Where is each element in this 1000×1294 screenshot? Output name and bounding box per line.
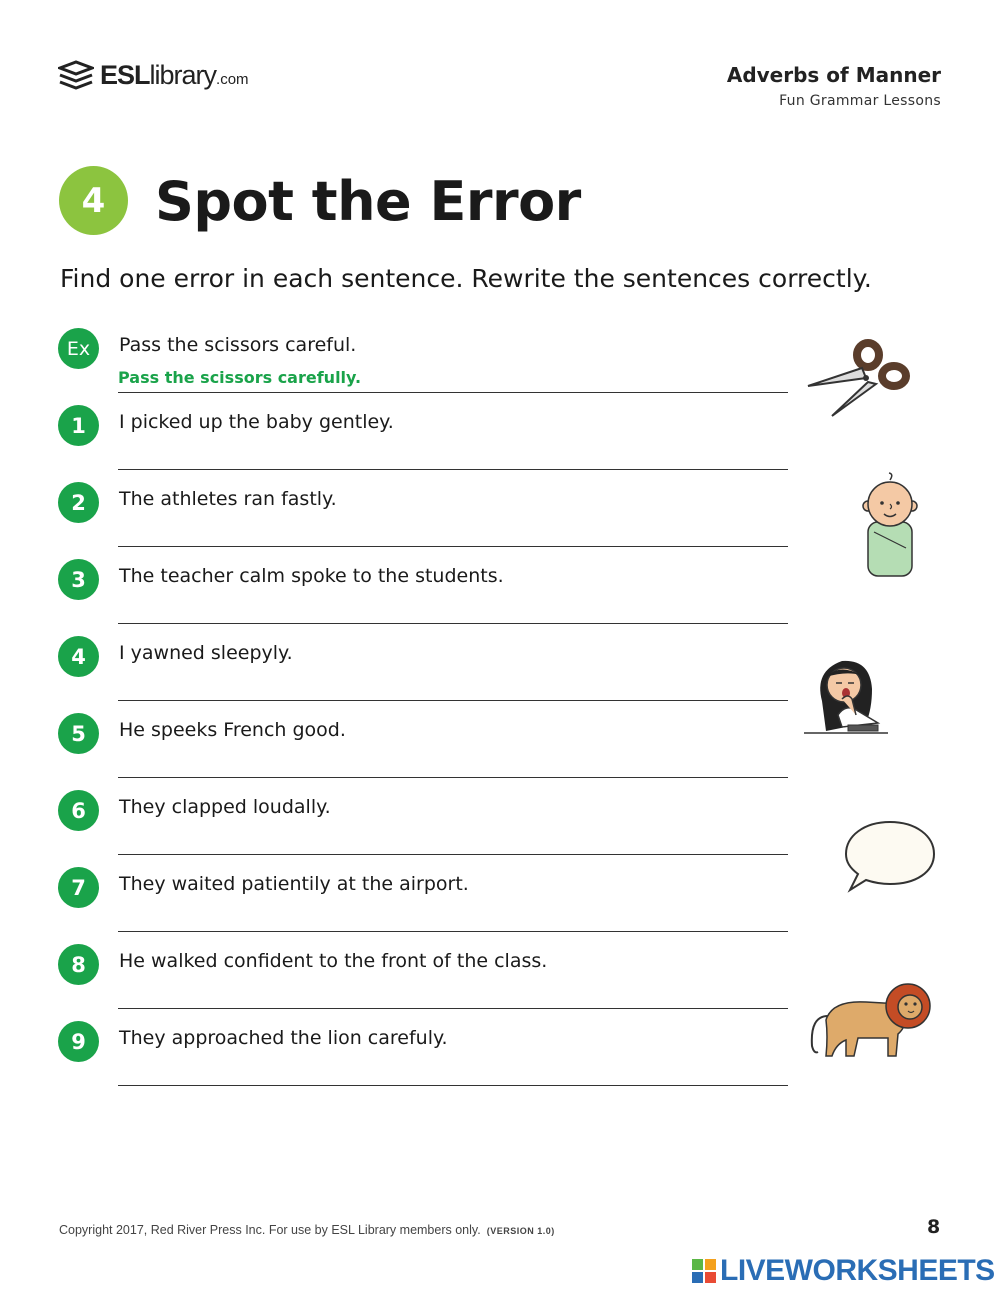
question-number: 5 bbox=[58, 713, 99, 754]
answer-line[interactable] bbox=[118, 777, 788, 778]
example-answer: Pass the scissors carefully. bbox=[118, 368, 362, 387]
answer-line[interactable] bbox=[118, 854, 788, 855]
question-item-9 bbox=[58, 1021, 798, 1098]
question-number: 6 bbox=[58, 790, 99, 831]
question-number: 9 bbox=[58, 1021, 99, 1062]
question-sentence: They waited patientily at the airport. bbox=[119, 873, 469, 895]
scissors-icon bbox=[804, 338, 914, 420]
answer-line[interactable] bbox=[118, 700, 788, 701]
question-sentence: They approached the lion carefuly. bbox=[119, 1027, 448, 1049]
answer-line[interactable] bbox=[118, 623, 788, 624]
yawning-woman-icon bbox=[802, 653, 890, 739]
question-item-6 bbox=[58, 790, 798, 867]
question-sentence: I yawned sleepyly. bbox=[119, 642, 293, 664]
lesson-subtitle: Fun Grammar Lessons bbox=[779, 93, 941, 109]
logo-text: ESLlibrary.com bbox=[100, 59, 249, 90]
example-sentence: Pass the scissors careful. bbox=[119, 334, 357, 356]
question-sentence: He speeks French good. bbox=[119, 719, 346, 741]
answer-line[interactable] bbox=[118, 931, 788, 932]
answer-line[interactable] bbox=[118, 1008, 788, 1009]
question-sentence: The athletes ran fastly. bbox=[119, 488, 337, 510]
copyright-footer: Copyright 2017, Red River Press Inc. For use by ESL Library members only. (VERSION 1.0) bbox=[59, 1223, 555, 1237]
question-number: 2 bbox=[58, 482, 99, 523]
question-item-4 bbox=[58, 636, 798, 713]
question-sentence: He walked confident to the front of the class. bbox=[119, 950, 548, 972]
page-number: 8 bbox=[927, 1216, 941, 1238]
question-number: 8 bbox=[58, 944, 99, 985]
question-item-5 bbox=[58, 713, 798, 790]
question-item-3 bbox=[58, 559, 798, 636]
question-item-7 bbox=[58, 867, 798, 944]
answer-line[interactable] bbox=[118, 469, 788, 470]
question-sentence: They clapped loudally. bbox=[119, 796, 331, 818]
question-number: 4 bbox=[58, 636, 99, 677]
answer-line[interactable] bbox=[118, 1085, 788, 1086]
question-item-2 bbox=[58, 482, 798, 559]
question-number: 7 bbox=[58, 867, 99, 908]
liveworksheets-watermark: LIVEWORKSHEETS bbox=[692, 1254, 995, 1288]
lesson-title: Adverbs of Manner bbox=[726, 63, 941, 87]
lesson-header bbox=[727, 63, 941, 109]
question-number: 1 bbox=[58, 405, 99, 446]
question-item-1 bbox=[58, 405, 798, 482]
speech-bubble-icon bbox=[842, 818, 938, 894]
baby-icon bbox=[860, 472, 920, 578]
question-number: 3 bbox=[58, 559, 99, 600]
question-sentence: The teacher calm spoke to the students. bbox=[119, 565, 504, 587]
example-badge: Ex bbox=[58, 328, 99, 369]
book-stack-icon bbox=[58, 58, 94, 92]
liveworksheets-logo-icon bbox=[692, 1259, 716, 1283]
lion-icon bbox=[808, 980, 932, 1060]
section-title: Spot the Error bbox=[155, 170, 581, 233]
answer-line bbox=[118, 392, 788, 393]
answer-line[interactable] bbox=[118, 546, 788, 547]
instructions: Find one error in each sentence. Rewrite the sentences correctly. bbox=[60, 264, 872, 293]
section-number-badge: 4 bbox=[59, 166, 128, 235]
example-item bbox=[58, 328, 798, 405]
esl-library-logo bbox=[58, 58, 249, 92]
question-sentence: I picked up the baby gentley. bbox=[119, 411, 394, 433]
question-item-8 bbox=[58, 944, 798, 1021]
